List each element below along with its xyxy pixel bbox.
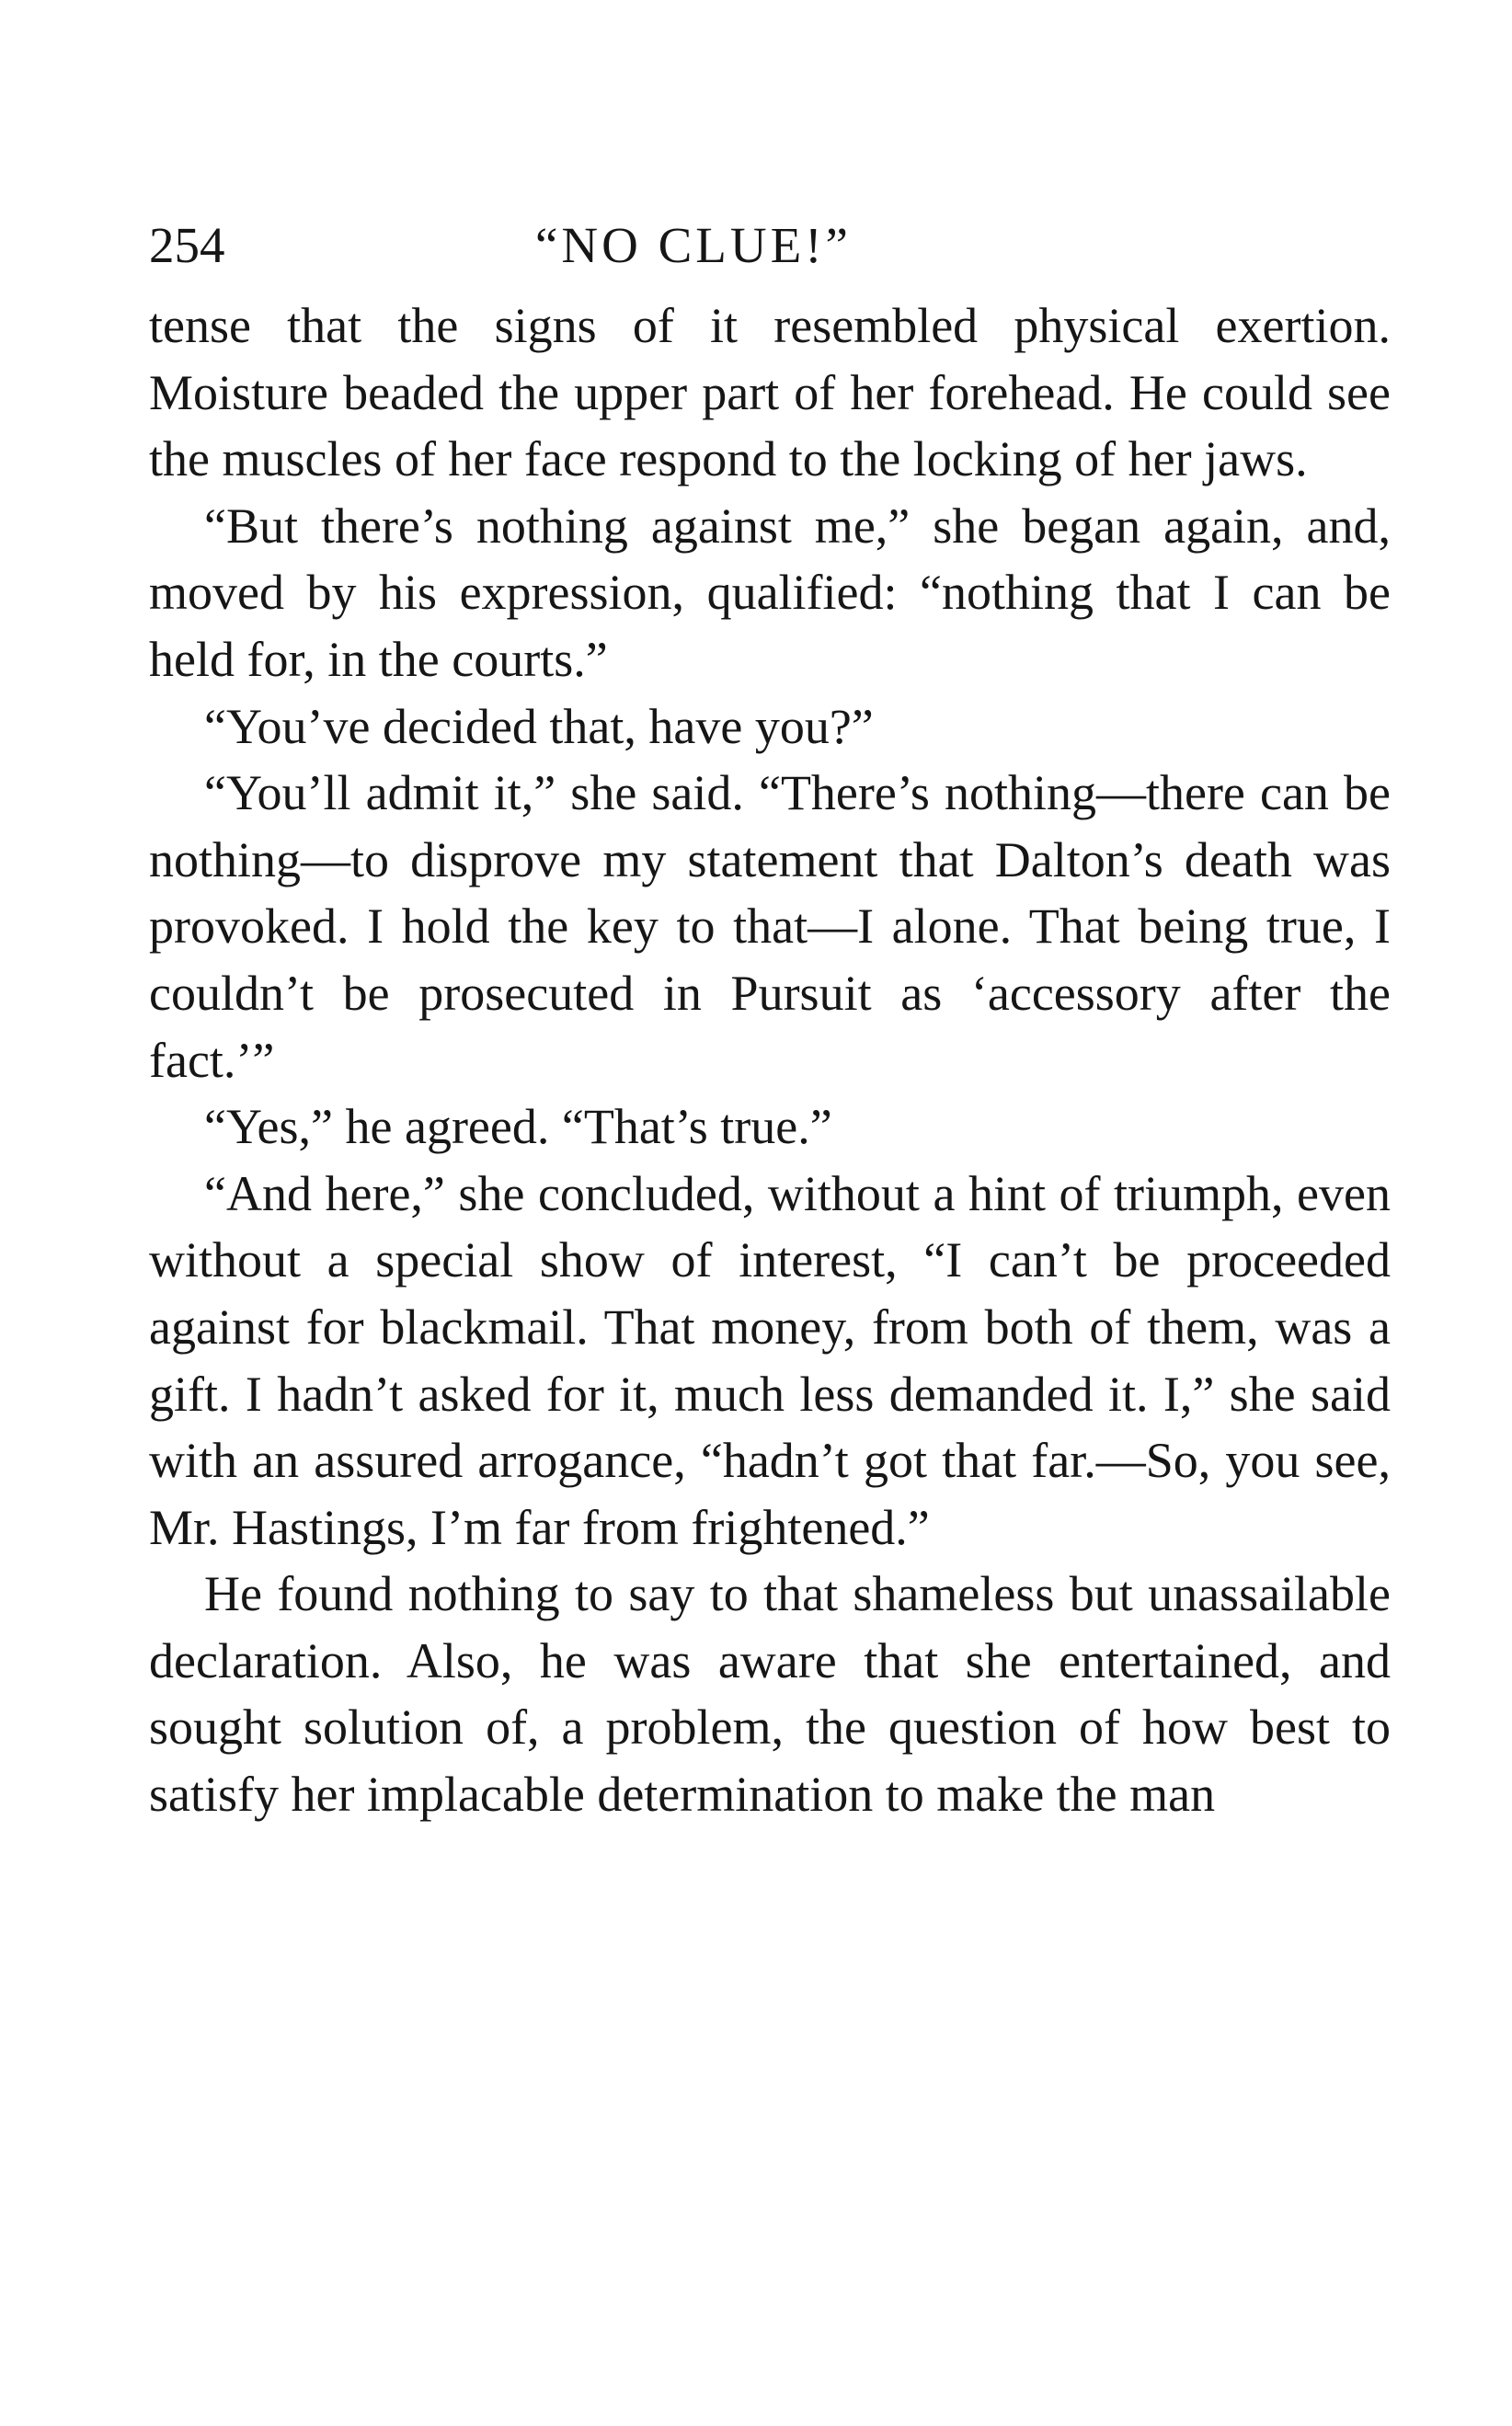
paragraph: “You’ll admit it,” she said. “There’s nothing—there can be nothing—to disprove my statement that Dalton’s death was provoked. I hold the key to that—I alone. That being true, I couldn’t be prosecuted in Pursuit as ‘accessory after the fact.’” (149, 765, 1391, 1088)
page-body (149, 292, 1391, 1828)
paragraph: He found nothing to say to that shameless but unassailable declaration. Also, he was aware that she entertained, and sought solution of, a problem, the question of how best to satisfy her implacable determination to make the man (149, 1566, 1391, 1823)
paragraph: “You’ve decided that, have you?” (204, 698, 874, 754)
running-title: “NO CLUE!” (535, 217, 852, 273)
book-page (149, 217, 1391, 1828)
paragraph: “And here,” she concluded, without a hint of triumph, even without a special show of interest, “I can’t be proceeded against for blackmail. That money, from both of them, was a gift. I hadn’t asked for it, much less demanded it. I,” she said with an assured arrogance, “hadn’t got that far.—So, you see, Mr. Hastings, I’m far from frightened.” (149, 1165, 1391, 1555)
paragraph: “But there’s nothing against me,” she began again, and, moved by his expression, qualified: “nothing that I can be held for, in the courts.” (149, 498, 1391, 687)
page-header (149, 217, 1391, 274)
paragraph: “Yes,” he agreed. “That’s true.” (204, 1099, 832, 1155)
paragraph-continued: tense that the signs of it resembled physical exertion. Moisture beaded the upper part of her forehead. He could see the muscles of her face respond to the locking of her jaws. (149, 298, 1391, 487)
page-number: 254 (149, 217, 225, 273)
